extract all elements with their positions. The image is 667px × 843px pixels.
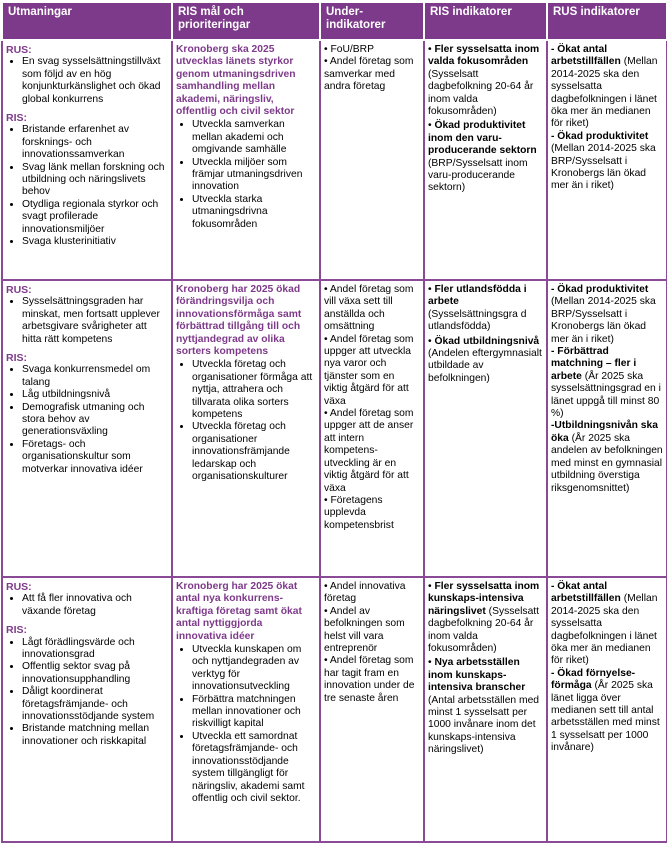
list-item: • Svaga konkurrensmedel om talang	[22, 364, 168, 389]
list-item: • Dåligt koordinerat företagsfrämjande- och innovationsstödjande system	[22, 686, 168, 723]
ris-challenge-list	[6, 364, 168, 476]
ris-indicators-cell	[424, 280, 547, 577]
rus-indicator: - Ökad förnyelse-förmåga (År 2025 ska länet ligga över medianen sett till antal arbetsställen med minst 1 sysselsatt per 1000 invånare)	[551, 667, 660, 754]
challenges-cell	[2, 40, 172, 280]
ris-indicator: • Ökad produktivitet inom den varu-producerande sektorn (BRP/Sysselsatt inom varu-producerande sektorn)	[428, 120, 537, 194]
list-item: • Svaga klusterinitiativ	[22, 236, 168, 248]
ris-challenge-list	[6, 124, 168, 248]
subindicator-list	[324, 284, 420, 532]
goals-cell	[172, 280, 320, 577]
list-item: • Utveckla ett samordnat företagsfrämjande- och innovationsstödjande system tillgängligt för näringsliv, akademi samt offentlig och civil sektor.	[192, 731, 316, 805]
list-item: • Utveckla samverkan mellan akademi och omgivande samhälle	[192, 119, 316, 156]
rus-indicator: - Ökat antal arbetstillfällen (Mellan 2014-2025 ska den sysselsatta dagbefolkningen i länet öka mer än medianen för riket)	[551, 581, 658, 667]
list-item: • Förbättra matchningen mellan innovationer och riskvilligt kapital	[192, 694, 316, 731]
list-item: • Utveckla företag och organisationer innovationsfrämjande ledarskap och organisationskulturer	[192, 421, 316, 483]
list-item: • Otydliga regionala styrkor och svagt profilerade innovationsmiljöer	[22, 199, 168, 236]
goal-list	[176, 644, 316, 805]
list-item: • En svag sysselsättningstillväxt som följd av en hög konjunkturkänslighet och ökad global konkurrens	[22, 56, 168, 106]
subindicator-list	[324, 44, 420, 94]
goal-list	[176, 359, 316, 483]
list-item: • Offentlig sektor svag på innovationsupphandling	[22, 661, 168, 686]
goals-cell	[172, 577, 320, 842]
list-item: • Att få fler innovativa och växande företag	[22, 593, 168, 618]
rus-indicator: - Ökat antal arbetstillfällen (Mellan 2014-2025 ska den sysselsatta dagbefolkningen i länet öka mer än medianen för riket)	[551, 44, 658, 130]
rus-indicator: - Förbättrad matchning – fler i arbete (År 2025 ska sysselsättningsgrad en i länet uppgå till minst 80 %)	[551, 346, 661, 420]
rus-challenge-list	[6, 56, 168, 106]
rus-indicators-cell	[547, 280, 667, 577]
ris-label: RIS:	[6, 352, 27, 365]
ris-label: RIS:	[6, 624, 27, 637]
ris-indicator: • Ökad utbildningsnivå (Andelen eftergymnasialt utbildade av befolkningen)	[428, 335, 542, 384]
list-item: • FoU/BRP	[324, 44, 374, 55]
rus-indicators-cell	[547, 40, 667, 280]
ris-indicator: • Fler sysselsatta inom valda fokusområden (Sysselsatt dagbefolkning 20-64 år inom valda fokusområden)	[428, 44, 540, 118]
ris-indicator: • Fler sysselsatta inom kunskaps-intensiva näringslivet (Sysselsatt dagbefolkning 20-64 år inom valda fokusområden)	[428, 581, 540, 655]
goal-list	[176, 119, 316, 231]
rus-challenge-list	[6, 593, 168, 618]
ris-indicators-cell	[424, 40, 547, 280]
goal-title: Kronoberg ska 2025 utvecklas länets styrkor genom utmaningsdriven samhandling mellan akademi, näringsliv, offentlig och civil sektor	[176, 44, 296, 118]
rus-indicator: - Ökad produktivitet (Mellan 2014-2025 ska BRP/Sysselsatt i Kronobergs län ökad mer än i riket)	[551, 284, 656, 345]
list-item: • Andel företag som uppger att utveckla nya varor och tjänster som en viktig åtgärd för att växa	[324, 333, 414, 407]
list-item: • Utveckla kunskapen om och nyttjandegraden av verktyg för innovationsutveckling	[192, 644, 316, 694]
list-item: • Andel av befolkningen som helst vill vara entreprenör	[324, 605, 405, 655]
goal-title: Kronoberg har 2025 ökat antal nya konkurrens-kraftiga företag samt ökat antal nyttiggjorda innovativa idéer	[176, 581, 302, 642]
list-item: • Andel företag som samverkar med andra företag	[324, 56, 414, 93]
list-item: • Utveckla starka utmaningsdrivna fokusområden	[192, 194, 316, 231]
ris-indicators-cell	[424, 577, 547, 842]
list-item: • Sysselsättningsgraden har minskat, men fortsatt upplever arbetsgivare svårigheter att hitta rätt kompetens	[22, 296, 168, 346]
ris-indicator: • Nya arbetsställen inom kunskaps-intensiva branscher (Antal arbetsställen med minst 1 sysselsatt per 1000 invånare inom det kunskaps-intensiva näringslivet)	[428, 657, 540, 756]
goal-title: Kronoberg har 2025 ökad förändringsvilja och innovationsförmåga samt förbättrad tillgång till och nyttjandegrad av olika sorters kompetens	[176, 284, 302, 358]
rus-indicator: - Ökad produktivitet (Mellan 2014-2025 ska BRP/Sysselsatt i Kronobergs län ökad mer än i riket)	[551, 130, 656, 192]
subindicators-cell	[320, 40, 424, 280]
header-rus-indikatorer: RUS indikatorer	[547, 2, 667, 40]
header-underindikatorer: Under-indikatorer	[320, 2, 424, 40]
list-item: • Utveckla miljöer som främjar utmaningsdriven innovation	[192, 157, 316, 194]
rus-label: RUS:	[6, 44, 32, 56]
list-item: • Lågt förädlingsvärde och innovationsgrad	[22, 637, 168, 662]
rus-indicator: -Utbildningsnivån ska öka (År 2025 ska andelen av befolkningen med minst en gymnasial utbildning överstiga riksgenomsnittet)	[551, 420, 663, 494]
strategy-table	[1, 1, 667, 843]
subindicator-list	[324, 581, 420, 705]
list-item: • Bristande erfarenhet av forsknings- och innovationssamverkan	[22, 124, 168, 161]
table-row	[2, 577, 667, 842]
challenges-cell	[2, 577, 172, 842]
header-ris-mal: RIS mål och prioriteringar	[172, 2, 320, 40]
rus-challenge-list	[6, 296, 168, 346]
list-item: • Bristande matchning mellan innovationer och riskkapital	[22, 723, 168, 748]
subindicators-cell	[320, 577, 424, 842]
list-item: • Svag länk mellan forskning och utbildning och näringslivets behov	[22, 162, 168, 199]
header-row	[2, 2, 667, 40]
list-item: • Andel företag som uppger att de anser att intern kompetens-utveckling är en viktig åtgärd för att växa	[324, 408, 414, 494]
list-item: • Företagens upplevda kompetensbrist	[324, 494, 394, 531]
list-item: • Andel företag som har tagit fram en innovation under de tre senaste åren	[324, 655, 415, 704]
list-item: • Låg utbildningsnivå	[22, 389, 168, 401]
goals-cell	[172, 40, 320, 280]
ris-label: RIS:	[6, 112, 27, 125]
list-item: • Andel företag som vill växa sett till anställda och omsättning	[324, 284, 414, 333]
header-ris-indikatorer: RIS indikatorer	[424, 2, 547, 40]
table-row	[2, 280, 667, 577]
ris-indicator: • Fler utlandsfödda i arbete (Sysselsättningsgra d utlandsfödda)	[428, 284, 527, 333]
list-item: • Företags- och organisationskultur som motverkar innovativa idéer	[22, 439, 168, 476]
table-row	[2, 40, 667, 280]
list-item: • Utveckla företag och organisationer förmåga att nyttja, attrahera och tillvarata olika sorters kompetens	[192, 359, 316, 421]
list-item: • Demografisk utmaning och stora behov av generationsväxling	[22, 402, 168, 439]
header-utmaningar: Utmaningar	[2, 2, 172, 40]
subindicators-cell	[320, 280, 424, 577]
challenges-cell	[2, 280, 172, 577]
rus-indicators-cell	[547, 577, 667, 842]
rus-label: RUS:	[6, 284, 32, 296]
rus-label: RUS:	[6, 581, 32, 593]
ris-challenge-list	[6, 637, 168, 749]
list-item: • Andel innovativa företag	[324, 581, 406, 605]
